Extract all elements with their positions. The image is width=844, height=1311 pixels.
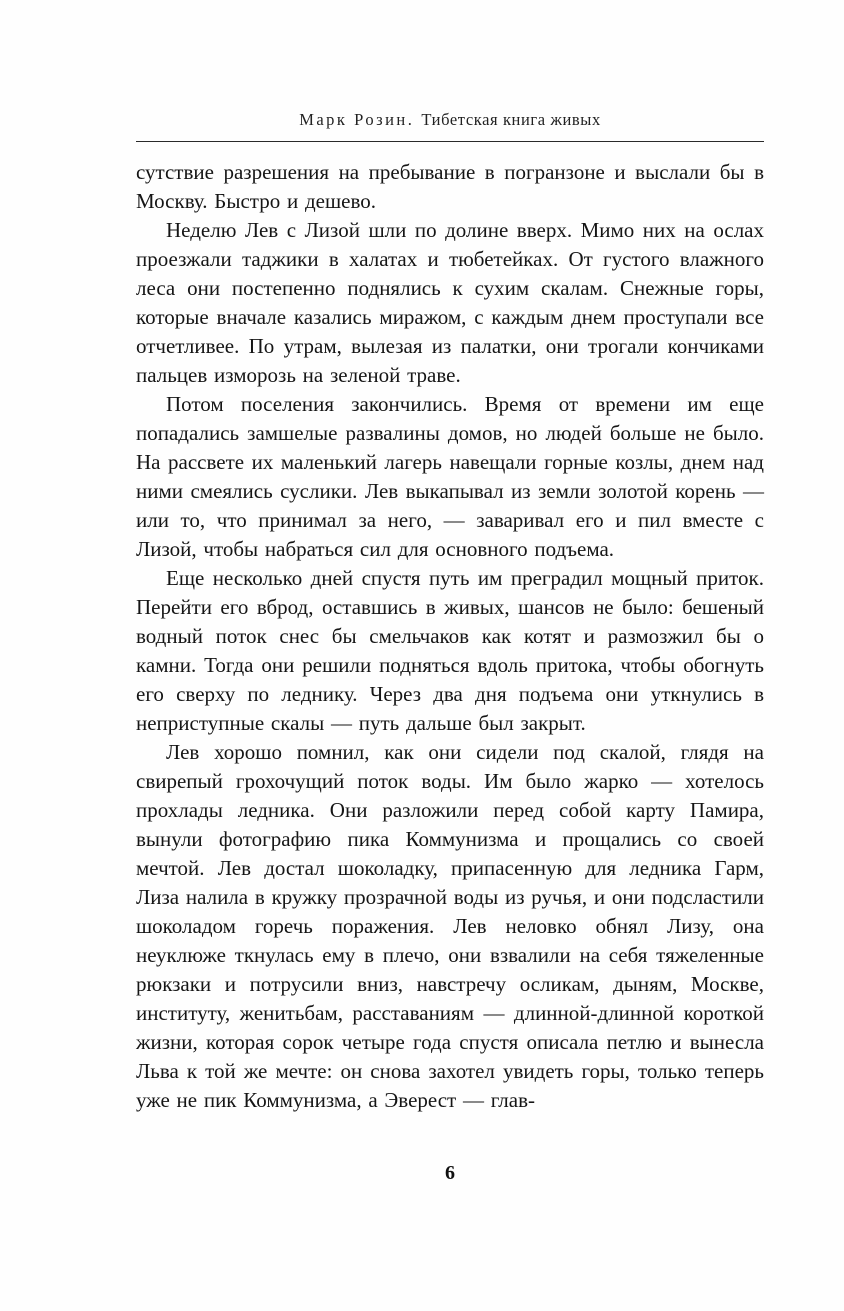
paragraph-continuation: сутствие разрешения на пребывание в погранзоне и выслали бы в Москву. Быстро и дешево. [136,160,764,213]
page-number: 6 [445,1162,455,1184]
paragraph: Потом поселения закончились. Время от времени им еще попадались замшелые развалины домов, но людей больше не было. На рассвете их маленький лагерь навещали горные козлы, днем над ними смеялись суслики. Лев выкапывал из земли золотой корень — или то, что принимал за него, — заваривал его и пил вместе с Лизой, чтобы набраться сил для основного подъема. [136,392,764,561]
header-rule [136,141,764,142]
paragraph: Лев хорошо помнил, как они сидели под скалой, глядя на свирепый грохочущий поток воды. Им было жарко — хотелось прохлады ледника. Они разложили перед собой карту Памира, вынули фотографию пика Коммунизма и прощались со своей мечтой. Лев достал шоколадку, припасенную для ледника Гарм, Лиза налила в кружку прозрачной воды из ручья, и они подсластили шоколадом горечь поражения. Лев неловко обнял Лизу, она неуклюже ткнулась ему в плечо, они взвалили на себя тяжеленные рюкзаки и потрусили вниз, навстречу осликам, дыням, Москве, институту, женитьбам, расставаниям — длинной-длинной короткой жизни, которая сорок четыре года спустя описала петлю и вынесла Льва к той же мечте: он снова захотел увидеть горы, только теперь уже не пик Коммунизма, а Эверест — глав- [136,740,764,1112]
paragraph: Неделю Лев с Лизой шли по долине вверх. Мимо них на ослах проезжали таджики в халатах и тюбетейках. От густого влажного леса они постепенно поднялись к сухим скалам. Снежные горы, которые вначале казались миражом, с каждым днем проступали все отчетливее. По утрам, вылезая из палатки, они трогали кончиками пальцев изморозь на зеленой траве. [136,218,764,387]
header-book-title: Тибетская книга живых [421,110,601,129]
running-header [136,110,764,141]
header-author: Марк Розин. [299,110,415,129]
page-content [136,110,764,1115]
paragraph: Еще несколько дней спустя путь им преградил мощный приток. Перейти его вброд, оставшись в живых, шансов не было: бешеный водный поток снес бы смельчаков как котят и размозжил бы о камни. Тогда они решили подняться вдоль притока, чтобы обогнуть его сверху по леднику. Через два дня подъема они уткнулись в неприступные скалы — путь дальше был закрыт. [136,566,764,735]
body-text [136,158,764,1115]
